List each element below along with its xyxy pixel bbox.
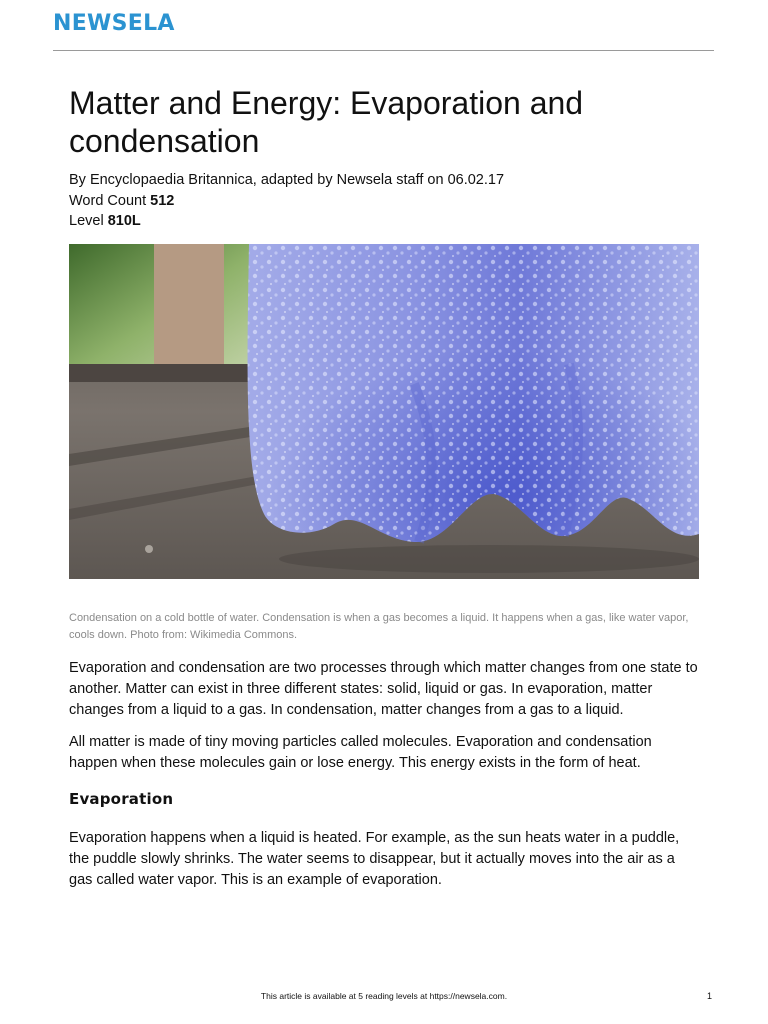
page-number: 1: [707, 991, 713, 1001]
level-label: Level: [69, 213, 104, 229]
reading-level: [69, 211, 504, 232]
byline: By Encyclopaedia Britannica, adapted by Newsela staff on 06.02.17: [69, 172, 505, 188]
body-paragraph: Evaporation and condensation are two processes through which matter changes from one state to another. Matter can exist in three different states: solid, liquid or gas. In evaporation, matter changes from a liquid to a gas. In condensation, matter changes from a gas to a liquid.: [69, 660, 698, 718]
word-count-value: 512: [150, 192, 175, 209]
section-heading: Evaporation: [69, 790, 174, 808]
article-title: Matter and Energy: Evaporation and condensation: [69, 85, 584, 159]
photo-caption: Condensation on a cold bottle of water. Condensation is when a gas becomes a liquid. It happens when a gas, like water vapor, cools down. Photo from: Wikimedia Commons.: [69, 612, 689, 641]
article-meta: [69, 170, 504, 232]
condensation-bottle-illustration: [69, 244, 699, 579]
footer-availability-note: This article is available at 5 reading levels at https://newsela.com.: [260, 991, 508, 1001]
header-divider: [53, 50, 714, 51]
article-photo: [69, 244, 699, 579]
word-count: [69, 191, 504, 212]
level-value: 810L: [107, 213, 141, 229]
newsela-logo[interactable]: NEWSELA: [53, 11, 175, 36]
word-count-label: Word Count: [69, 192, 147, 209]
section-paragraph: Evaporation happens when a liquid is heated. For example, as the sun heats water in a puddle, the puddle slowly shrinks. The water seems to disappear, but it actually moves into the air as a gas called water vapor. This is an example of evaporation.: [69, 830, 680, 888]
body-paragraph: All matter is made of tiny moving particles called molecules. Evaporation and condensation happen when these molecules gain or lose energy. This energy exists in the form of heat.: [69, 734, 652, 771]
